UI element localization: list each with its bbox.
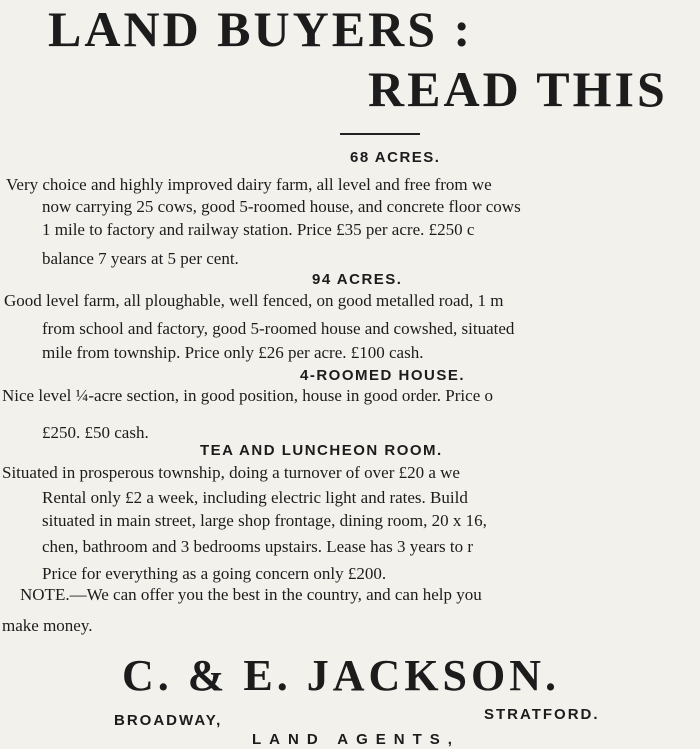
listing-text-line: mile from township. Price only £26 per acre. £100 cash. — [42, 343, 424, 362]
listing-text-line: from school and factory, good 5-roomed house and cowshed, situated — [42, 319, 515, 338]
listing-text-line: situated in main street, large shop frontage, dining room, 20 x 16, — [42, 511, 487, 530]
agent-address-left: BROADWAY, — [114, 712, 223, 729]
listing-heading-68-acres: 68 ACRES. — [350, 149, 441, 166]
listing-heading-4-roomed-house: 4-ROOMED HOUSE. — [300, 367, 466, 384]
listing-heading-94-acres: 94 ACRES. — [312, 271, 403, 288]
listing-text-line: Rental only £2 a week, including electric light and rates. Build — [42, 488, 468, 507]
listing-text-line: balance 7 years at 5 per cent. — [42, 249, 239, 268]
headline-read-this: READ THIS — [368, 61, 668, 117]
listing-text-line: Nice level ¼-acre section, in good position, house in good order. Price o — [2, 386, 493, 405]
agent-address-right: STRATFORD. — [484, 706, 600, 723]
note-text-line: NOTE.—We can offer you the best in the country, and can help you — [20, 585, 482, 604]
listing-text-line: 1 mile to factory and railway station. Price £35 per acre. £250 c — [42, 220, 475, 239]
agent-role: LAND AGENTS, — [252, 731, 460, 748]
listing-text-line: now carrying 25 cows, good 5-roomed house, and concrete floor cows — [42, 197, 521, 216]
divider-rule — [340, 133, 420, 135]
listing-text-line: chen, bathroom and 3 bedrooms upstairs. Lease has 3 years to r — [42, 537, 474, 556]
listing-text-line: Price for everything as a going concern only £200. — [42, 564, 387, 583]
listing-text-line: Good level farm, all ploughable, well fenced, on good metalled road, 1 m — [4, 291, 504, 310]
listing-heading-tea-luncheon-room: TEA AND LUNCHEON ROOM. — [200, 442, 443, 459]
note-text-line: make money. — [2, 616, 93, 635]
listing-text-line: Very choice and highly improved dairy farm, all level and free from we — [6, 175, 492, 194]
listing-text-line: Situated in prosperous township, doing a turnover of over £20 a we — [2, 463, 460, 482]
listing-text-line: £250. £50 cash. — [42, 423, 149, 442]
agent-name: C. & E. JACKSON. — [122, 651, 561, 700]
headline-land-buyers: LAND BUYERS : — [48, 1, 474, 57]
